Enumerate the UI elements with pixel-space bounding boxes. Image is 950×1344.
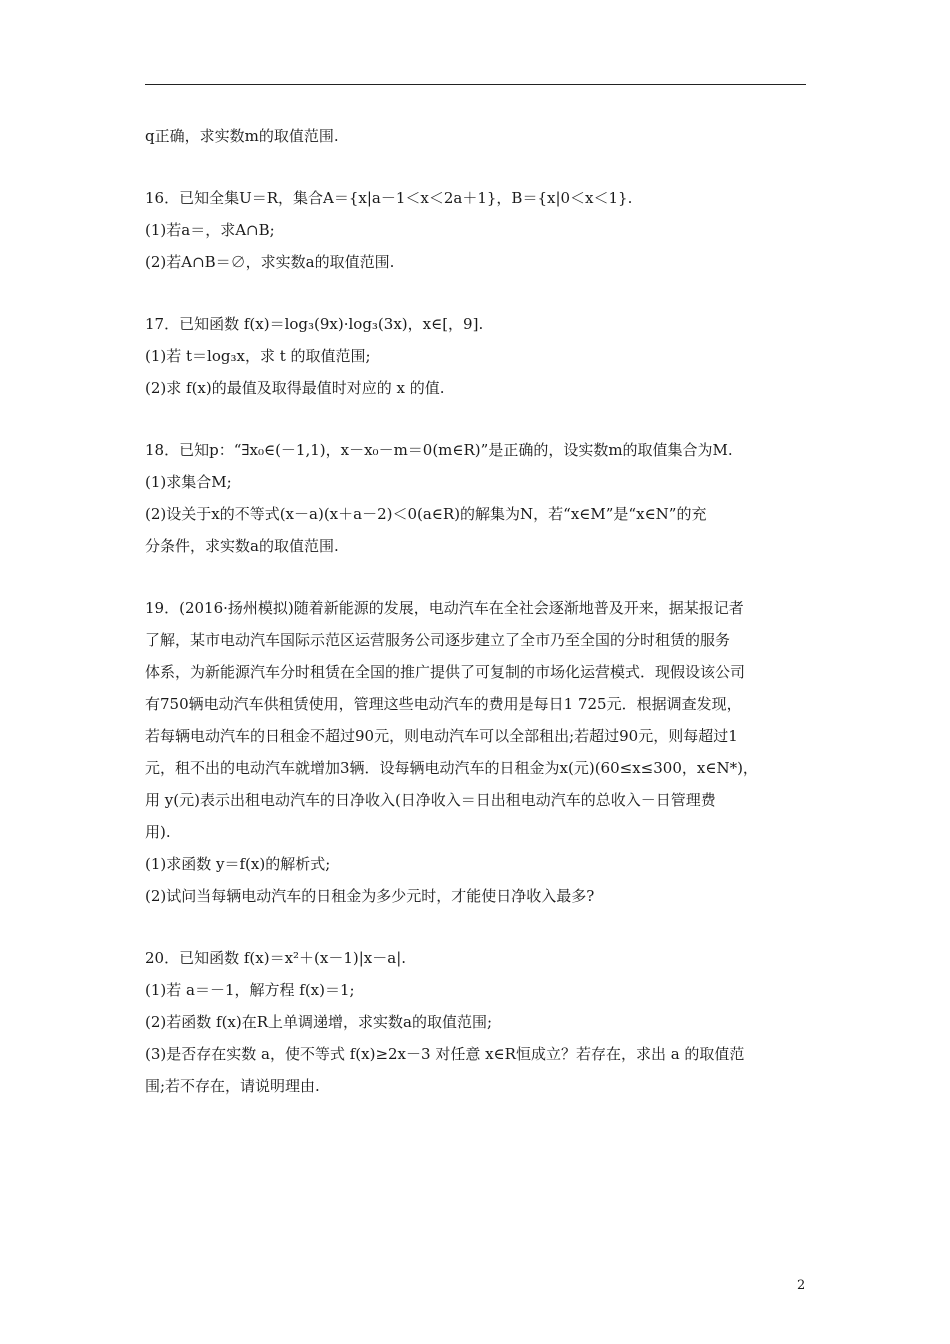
- problem-16: [145, 182, 810, 278]
- problem-line: (1)若 a＝－1，解方程 f(x)＝1;: [145, 981, 355, 999]
- problem-line: (2)试问当每辆电动汽车的日租金为多少元时，才能使日净收入最多?: [145, 887, 595, 905]
- problem-line: 20．已知函数 f(x)＝x²＋(x－1)|x－a|.: [145, 949, 407, 967]
- problem-line: 18．已知p：“∃x₀∈(－1,1)，x－x₀－m＝0(m∈R)”是正确的，设实数m的取值集合为M.: [145, 441, 733, 459]
- problem-line: (3)是否存在实数 a，使不等式 f(x)≥2x－3 对任意 x∈R恒成立？若存在，求出 a 的取值范: [145, 1045, 745, 1063]
- problem-line: 19．(2016·扬州模拟)随着新能源的发展，电动汽车在全社会逐渐地普及开来，据某报记者: [145, 599, 744, 617]
- document-body: [145, 120, 810, 1102]
- problem-line: (2)若函数 f(x)在R上单调递增，求实数a的取值范围;: [145, 1013, 493, 1031]
- problem-line: 用 y(元)表示出租电动汽车的日净收入(日净收入＝日出租电动汽车的总收入－日管理费: [145, 791, 716, 809]
- header-rule: [145, 84, 806, 85]
- continuation-line: q正确，求实数m的取值范围.: [145, 127, 339, 145]
- problem-line: (2)若A∩B＝∅，求实数a的取值范围.: [145, 253, 395, 271]
- problem-line: (1)求函数 y＝f(x)的解析式;: [145, 855, 331, 873]
- problem-line: (1)若 t＝log₃x，求 t 的取值范围;: [145, 347, 371, 365]
- problem-line: 有750辆电动汽车供租赁使用，管理这些电动汽车的费用是每日1 725元．根据调查发现，: [145, 695, 742, 713]
- problem-line: 用).: [145, 823, 171, 841]
- problem-line: (2)求 f(x)的最值及取得最值时对应的 x 的值.: [145, 379, 445, 397]
- problem-line: 17．已知函数 f(x)＝log₃(9x)·log₃(3x)，x∈[，9].: [145, 315, 484, 333]
- problem-line: (1)求集合M;: [145, 473, 232, 491]
- problem-line: 元，租不出的电动汽车就增加3辆．设每辆电动汽车的日租金为x(元)(60≤x≤300，x∈N*)，: [145, 759, 758, 777]
- problem-19: [145, 592, 810, 912]
- problem-line: 体系，为新能源汽车分时租赁在全国的推广提供了可复制的市场化运营模式．现假设该公司: [145, 663, 746, 681]
- problem-line: 围;若不存在，请说明理由.: [145, 1077, 320, 1095]
- problem-20: [145, 942, 810, 1102]
- problem-17: [145, 308, 810, 404]
- problem-line: 若每辆电动汽车的日租金不超过90元，则电动汽车可以全部租出;若超过90元，则每超过1: [145, 727, 738, 745]
- problem-line: 16．已知全集U＝R，集合A＝{x|a－1＜x＜2a＋1}，B＝{x|0＜x＜1}.: [145, 189, 633, 207]
- problem-line: (1)若a＝，求A∩B;: [145, 221, 275, 239]
- problem-18: [145, 434, 810, 562]
- problem-line: (2)设关于x的不等式(x－a)(x＋a－2)＜0(a∈R)的解集为N，若“x∈M”是“x∈N”的充: [145, 505, 707, 523]
- problem-line: 分条件，求实数a的取值范围.: [145, 537, 339, 555]
- problem-line: 了解，某市电动汽车国际示范区运营服务公司逐步建立了全市乃至全国的分时租赁的服务: [145, 631, 731, 649]
- page-number: 2: [797, 1278, 806, 1293]
